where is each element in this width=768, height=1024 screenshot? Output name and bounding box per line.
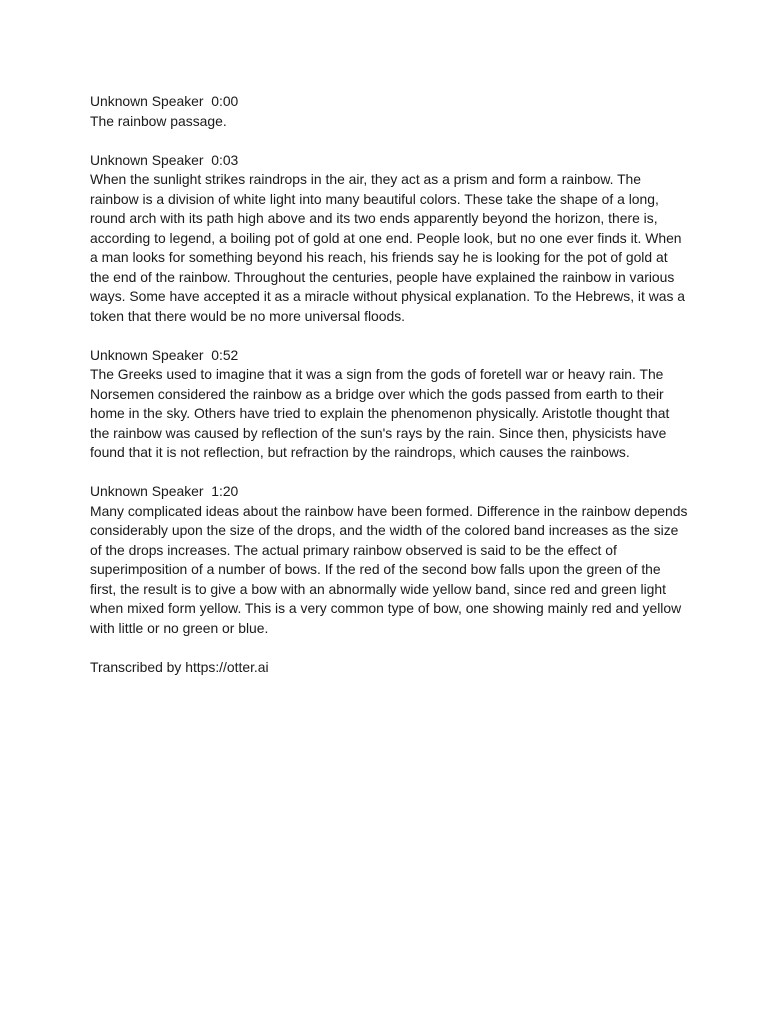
transcript-text: When the sunlight strikes raindrops in the air, they act as a prism and form a rainbow. The rainbow is a division of white light into many beautiful colors. These take the shape of a long, round arch with its path high above and its two ends apparently beyond the horizon, there is, according to legend, a boiling pot of gold at one end. People look, but no one ever finds it. When a man looks for something beyond his reach, his friends say he is looking for the pot of gold at the end of the rainbow. Throughout the centuries, people have explained the rainbow in various ways. Some have accepted it as a miracle without physical explanation. To the Hebrews, it was a token that there would be no more universal floods. — [90, 171, 686, 324]
speaker-name: Unknown Speaker — [90, 151, 204, 168]
timestamp: 0:52 — [211, 346, 239, 363]
transcript-page — [90, 92, 690, 677]
transcript-block — [90, 92, 690, 131]
transcript-text: The rainbow passage. — [90, 112, 227, 129]
transcript-block — [90, 346, 690, 463]
transcript-text: Many complicated ideas about the rainbow have been formed. Difference in the rainbow depends considerably upon the size of the drops, and the width of the colored band increases as the size of the drops increases. The actual primary rainbow observed is said to be the effect of superimposition of a number of bows. If the red of the second bow falls upon the green of the first, the result is to give a bow with an abnormally wide yellow band, since red and green light when mixed form yellow. This is a very common type of bow, one showing mainly red and yellow with little or no green or blue. — [90, 502, 688, 636]
speaker-header — [90, 482, 690, 502]
speaker-header — [90, 346, 690, 366]
transcript-block — [90, 482, 690, 638]
speaker-header — [90, 92, 690, 112]
transcript-text: The Greeks used to imagine that it was a sign from the gods of foretell war or heavy rain. The Norsemen considered the rainbow as a bridge over which the gods passed from earth to their home in the sky. Others have tried to explain the phenomenon physically. Aristotle thought that the rainbow was caused by reflection of the sun's rays by the rain. Since then, physicists have found that it is not reflection, but refraction by the raindrops, which causes the rainbows. — [90, 366, 670, 460]
timestamp: 1:20 — [211, 483, 239, 499]
timestamp: 0:00 — [211, 93, 239, 109]
transcript-block — [90, 151, 690, 327]
transcription-credit: Transcribed by https://otter.ai — [90, 658, 269, 675]
speaker-name: Unknown Speaker — [90, 93, 204, 109]
speaker-name: Unknown Speaker — [90, 483, 204, 499]
speaker-name: Unknown Speaker — [90, 346, 204, 363]
speaker-header — [90, 151, 690, 171]
timestamp: 0:03 — [211, 151, 239, 168]
